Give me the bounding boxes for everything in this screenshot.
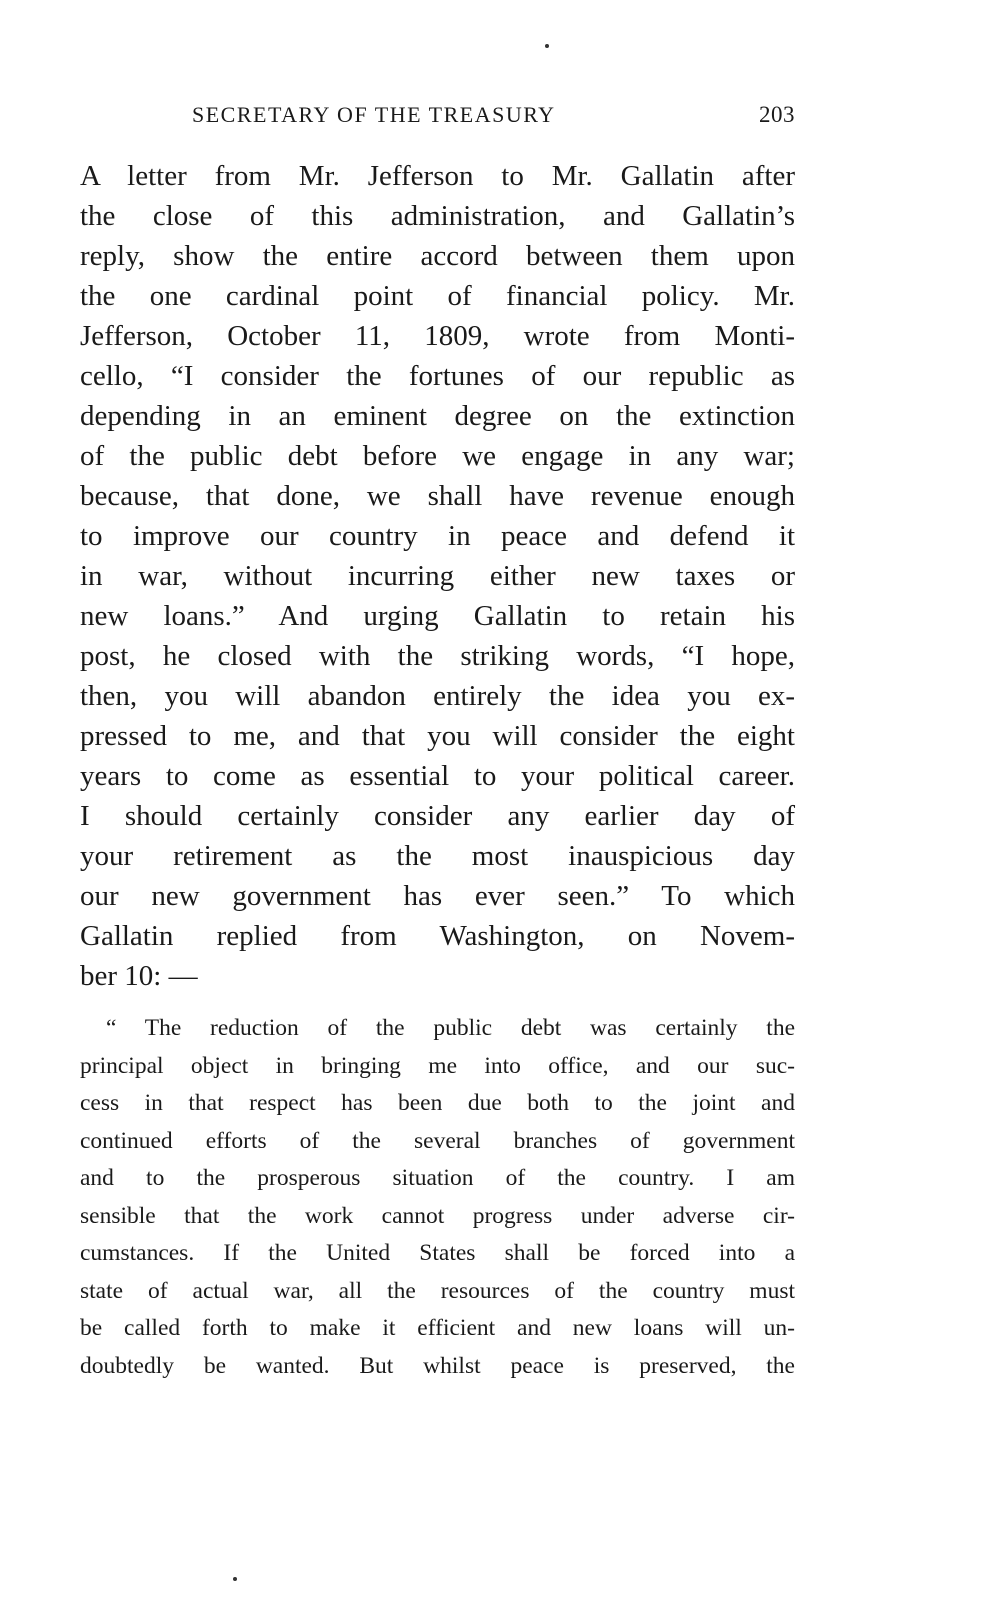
quote-line: “ The reduction of the public debt was certainly the — [106, 1015, 795, 1041]
body-line: of the public debt before we engage in any war; — [80, 440, 795, 472]
body-line: depending in an eminent degree on the extinction — [80, 400, 795, 432]
quote-line: cess in that respect has been due both to the joint and — [80, 1090, 795, 1116]
body-line: your retirement as the most inauspicious day — [80, 840, 795, 872]
body-line: pressed to me, and that you will consider the eight — [80, 720, 795, 752]
page-header — [80, 98, 795, 138]
body-line: I should certainly consider any earlier day of — [80, 800, 795, 832]
quote-line: continued efforts of the several branches of government — [80, 1127, 795, 1154]
body-line: cello, “I consider the fortunes of our republic as — [80, 360, 795, 392]
body-line: Jefferson, October 11, 1809, wrote from Monti- — [80, 320, 795, 352]
body-line: to improve our country in peace and defend it — [80, 520, 795, 552]
body-line: in war, without incurring either new taxes or — [80, 560, 795, 592]
body-line: new loans.” And urging Gallatin to retain his — [80, 600, 795, 632]
block-quote — [80, 1010, 795, 1385]
body-line: the one cardinal point of financial policy. Mr. — [80, 280, 795, 312]
body-line: reply, show the entire accord between them upon — [80, 240, 795, 272]
running-head: SECRETARY OF THE TREASURY — [192, 102, 556, 127]
body-line: years to come as essential to your political career. — [80, 760, 795, 792]
quote-line: doubtedly be wanted. But whilst peace is preserved, the — [80, 1352, 795, 1379]
body-line: because, that done, we shall have revenue enough — [80, 480, 795, 512]
body-line: the close of this administration, and Gallatin’s — [80, 200, 795, 232]
body-line: A letter from Mr. Jefferson to Mr. Gallatin after — [80, 160, 795, 192]
body-line: then, you will abandon entirely the idea you ex- — [80, 680, 795, 712]
body-paragraph — [80, 156, 795, 996]
quote-line: cumstances. If the United States shall be forced into a — [80, 1240, 795, 1266]
body-line: Gallatin replied from Washington, on Novem- — [80, 920, 795, 952]
paper-speck — [233, 1577, 237, 1581]
quote-line: sensible that the work cannot progress under adverse cir- — [80, 1202, 795, 1229]
page-number: 203 — [759, 102, 795, 127]
body-line: ber 10: — — [80, 960, 198, 992]
body-line: post, he closed with the striking words, “I hope, — [80, 640, 795, 672]
paper-speck — [545, 44, 549, 48]
quote-line: state of actual war, all the resources of the country must — [80, 1277, 795, 1304]
quote-line: principal object in bringing me into office, and our suc- — [80, 1052, 795, 1079]
quote-line: and to the prosperous situation of the country. I am — [80, 1165, 795, 1191]
quote-line: be called forth to make it efficient and new loans will un- — [80, 1315, 795, 1341]
body-line: our new government has ever seen.” To which — [80, 880, 795, 912]
